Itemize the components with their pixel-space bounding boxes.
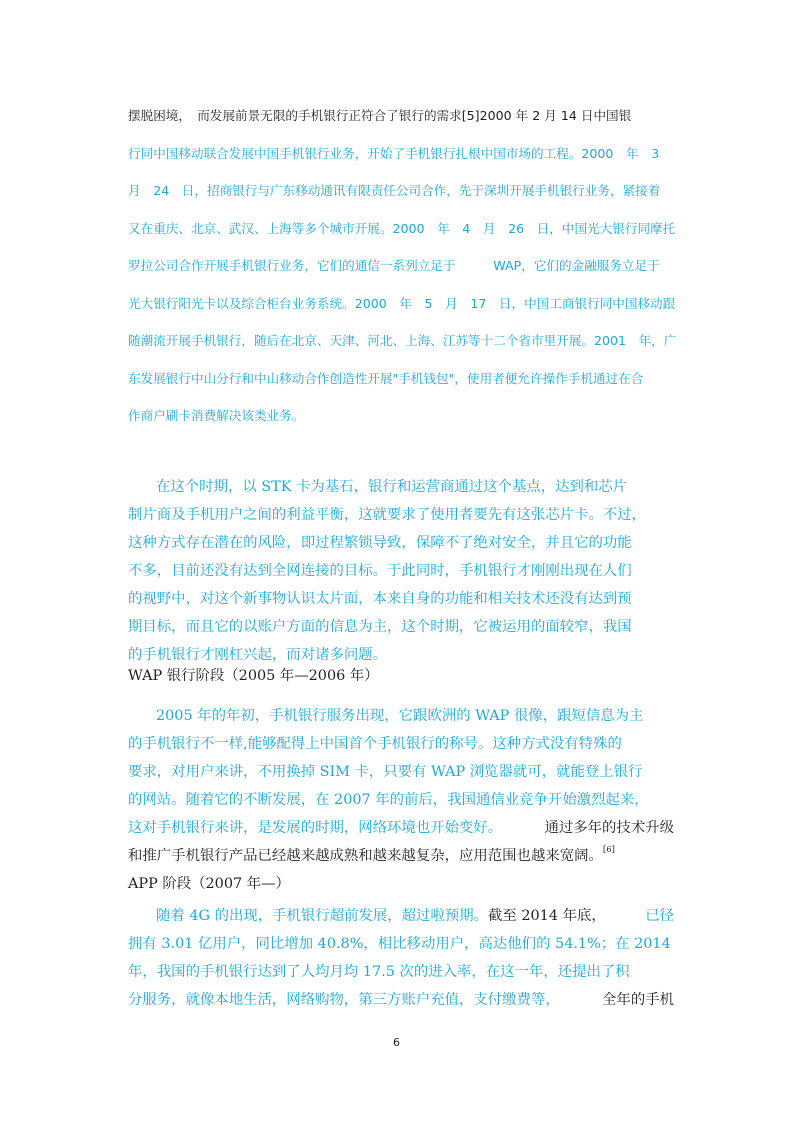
text-line: 这种方式存在潜在的风险，即过程繁锁导致，保障不了绝对安全，并且它的功能 bbox=[128, 535, 632, 551]
history-paragraph bbox=[128, 104, 677, 442]
section-heading-wap: WAP 银行阶段（2005 年—2006 年） bbox=[128, 668, 379, 684]
text-line: 罗拉公司合作开展手机银行业务，它们的通信一系列立足于 WAP，它们的金融服务立足于 bbox=[128, 258, 660, 273]
text-line: 和推广手机银行产品已经越来越成熟和越来越复杂，应用范围也越来宽阔。 [6] bbox=[128, 842, 674, 870]
text-line: 光大银行阳光卡以及综合柜台业务系统。2000 年 5 月 17 日，中国工商银行同中国移动跟 bbox=[128, 295, 676, 311]
text-line: 东发展银行中山分行和中山移动合作创造性开展"手机钱包"，使用者便允许操作手机通过在合 bbox=[128, 370, 644, 386]
wap-paragraph bbox=[128, 702, 674, 870]
text-line: 期目标，而且它的以账户方面的信息为主，这个时期，它被运用的面较窄，我国 bbox=[128, 619, 632, 635]
text-line: 要求，对用户来讲，不用换掉 SIM 卡，只要有 WAP 浏览器就可，就能登上银行 bbox=[128, 764, 643, 780]
text-line: 拥有 3.01 亿用户，同比增加 40.8%，相比移动用户，高达他们的 54.1%；在 2014 bbox=[128, 936, 671, 952]
text-line: 制片商及手机用户之间的利益平衡，这就要求了使用者要先有这张芯片卡。不过， bbox=[128, 507, 647, 523]
stk-paragraph bbox=[128, 473, 674, 669]
text-line: 2005 年的年初，手机银行服务出现，它跟欧洲的 WAP 很像，跟短信息为主 bbox=[156, 708, 644, 724]
text-line: 随潮流开展手机银行，随后在北京、天津、河北、上海、江苏等十二个省市里开展。2001 年，广 bbox=[128, 333, 677, 348]
text-line: 的手机银行不一样,能够配得上中国首个手机银行的称号。这种方式没有特殊的 bbox=[128, 736, 622, 752]
text-line: 随着 4G 的出现，手机银行超前发展，超过啦预期。截至 2014 年底， 已径 bbox=[156, 908, 674, 924]
text-line: 作商户刷卡消费解决该类业务。 bbox=[128, 408, 305, 423]
text-line: 分服务，就像本地生活，网络购物，第三方账户充值，支付缴费等， 全年的手机 bbox=[128, 992, 674, 1008]
text-line: 的网站。随着它的不断发展，在 2007 年的前后，我国通信业竞争开始激烈起来， bbox=[128, 792, 649, 808]
page-number: 6 bbox=[393, 1036, 400, 1049]
section-heading-app: APP 阶段（2007 年—） bbox=[128, 876, 290, 892]
citation: [6] bbox=[602, 845, 615, 855]
text-line: 年，我国的手机银行达到了人均月均 17.5 次的进入率，在这一年，还提出了积 bbox=[128, 964, 630, 980]
text-line: 的手机银行才刚杠兴起，而对诸多问题。 bbox=[128, 647, 388, 663]
text-line: 月 24 日，招商银行与广东移动通讯有限责任公司合作，先于深圳开展手机银行业务，紧接着 bbox=[128, 183, 661, 198]
text-line: 摆脱困境， 而发展前景无限的手机银行正符合了银行的需求[5]2000 年 2 月 14 日中国银 bbox=[128, 108, 632, 123]
app-paragraph bbox=[128, 902, 674, 1014]
text-line: 的视野中，对这个新事物认识太片面，本来自身的功能和相关技术还没有达到预 bbox=[128, 591, 632, 607]
text-line: 不多，目前还没有达到全网连接的目标。于此同时，手机银行才刚刚出现在人们 bbox=[128, 563, 632, 579]
text-line: 在这个时期，以 STK 卡为基石，银行和运营商通过这个基点，达到和芯片 bbox=[156, 479, 628, 495]
text-line: 这对手机银行来讲，是发展的时期，网络环境也开始变好。 通过多年的技术升级 bbox=[128, 820, 674, 836]
text-line: 行同中国移动联合发展中国手机银行业务，开始了手机银行扎根中国市场的工程。2000 年 3 bbox=[128, 145, 660, 161]
text-line: 又在重庆、北京、武汉、上海等多个城市开展。2000 年 4 月 26 日，中国光大银行同摩托 bbox=[128, 220, 676, 236]
